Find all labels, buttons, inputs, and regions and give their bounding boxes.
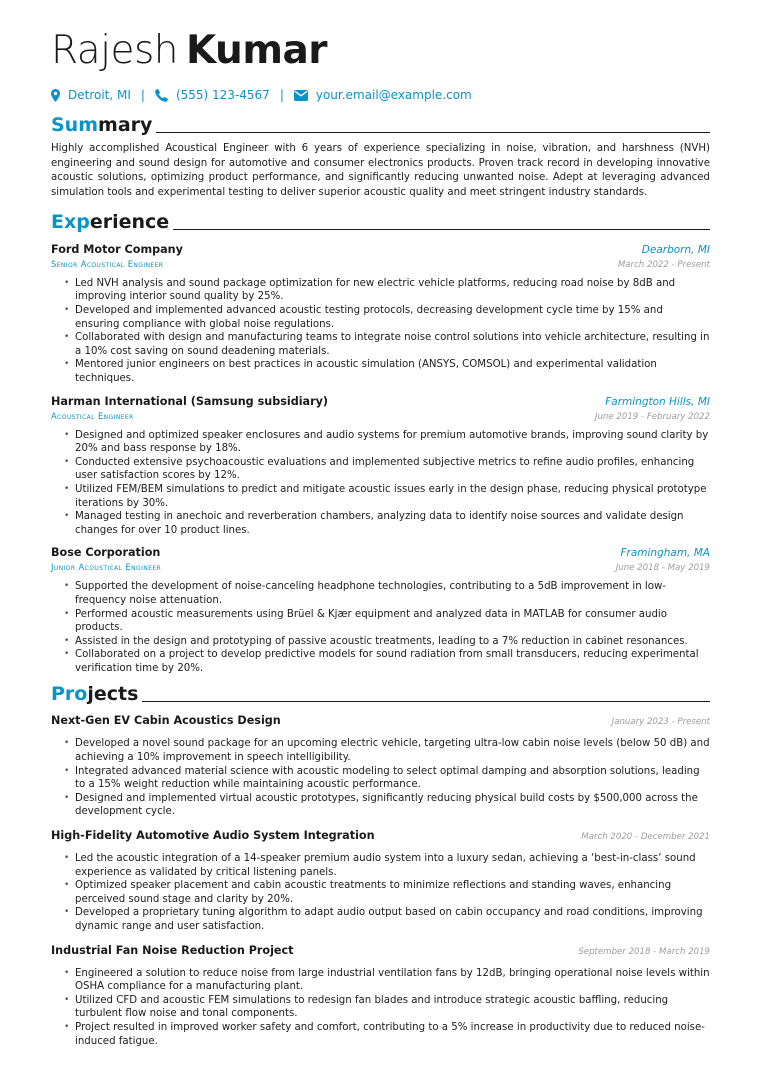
company-name: Ford Motor Company [51,242,183,256]
project-dates: March 2020 - December 2021 [581,832,710,843]
section-rule [173,229,710,230]
bullet-item: • Supported the development of noise-canceling headphone technologies, contributing to a 5dB improvement in low-frequency noise attenuation. [64,580,710,607]
phone-icon [155,89,168,102]
job-location: Farmington Hills, MI [605,395,710,408]
bullet-item: • Conducted extensive psychoacoustic evaluations and implemented subjective metrics to refine audio profiles, enhancing user satisfaction scores by 12%. [64,456,710,483]
section-rule [142,701,710,702]
job-title: Senior Acoustical Engineer [51,258,164,269]
project-entry [51,943,710,1049]
company-name: Bose Corporation [51,546,161,560]
bullet-item: • Led the acoustic integration of a 14-speaker premium audio system into a luxury sedan, achieving a ‘best-in-class’ sound experience as validated by critical listening panels. [64,852,710,879]
email-link: your.email@example.com [315,88,472,102]
contact-bar [51,86,710,104]
bullet-item: • Engineered a solution to reduce noise from large industrial ventilation fans by 12dB, bringing operational noise levels within OSHA compliance for a manufacturing plant. [64,967,710,994]
contact-separator: | [140,88,145,102]
project-name: Next-Gen EV Cabin Acoustics Design [51,714,281,728]
job-bullets [51,429,710,538]
location-text: Detroit, MI [68,88,131,102]
project-entry [51,713,710,819]
bullet-item: • Managed testing in anechoic and reverberation chambers, analyzing data to identify noise sources and validate design changes for over 10 product lines. [64,510,710,537]
bullet-item: • Performed acoustic measurements using Brüel & Kjær equipment and analyzed data in MATLAB for consumer audio products. [64,608,710,635]
project-entry [51,828,710,934]
project-bullets [51,852,710,934]
job-bullets [51,580,710,675]
job-location: Dearborn, MI [641,243,710,256]
job-dates: March 2022 - Present [617,259,710,270]
bullet-item: • Assisted in the design and prototyping of passive acoustic treatments, leading to a 7% reduction in cabinet resonances. [64,635,710,649]
section-rule [156,132,710,133]
bullet-item: • Project resulted in improved worker safety and comfort, contributing to a 5% increase in productivity due to reduced noise-induced fatigue. [64,1021,710,1048]
job-entry [51,545,710,675]
bullet-item: • Collaborated with design and manufacturing teams to integrate noise control solutions into vehicle architecture, resulting in a 10% cost saving on sound deadening materials. [64,331,710,358]
contact-phone[interactable] [155,88,270,102]
map-pin-icon [51,89,60,102]
project-name: High-Fidelity Automotive Audio System Integration [51,829,375,843]
bullet-item: • Utilized CFD and acoustic FEM simulations to redesign fan blades and introduce strategic acoustic baffling, reducing turbulent flow noise and tonal components. [64,994,710,1021]
job-entry [51,394,710,538]
company-name: Harman International (Samsung subsidiary) [51,394,329,408]
experience-title: Experience [51,210,170,233]
summary-text: Highly accomplished Acoustical Engineer with 6 years of experience specializing in noise, vibration, and harshness (NVH) engineering and sound design for automotive and consumer electronics products. Proven track record in developing innovative acoustic solutions, optimizing product performance, and significantly reducing unwanted noise. Adept at leveraging advanced simulation tools and experimental testing to deliver superior acoustic quality and meet stringent industry standards. [51,143,710,199]
job-bullets [51,277,710,386]
project-name: Industrial Fan Noise Reduction Project [51,943,294,957]
project-dates: January 2023 - Present [611,717,710,728]
phone-text: (555) 123-4567 [175,88,270,102]
bullet-item: • Integrated advanced material science with acoustic modeling to select optimal damping and absorption solutions, leading to a 15% weight reduction while maintaining acoustic performance. [64,765,710,792]
project-dates: September 2018 - March 2019 [578,946,710,957]
project-bullets [51,737,710,819]
bullet-item: • Developed a novel sound package for an upcoming electric vehicle, targeting ultra-low cabin noise levels (below 50 dB) and achieving a 10% improvement in speech intelligibility. [64,737,710,764]
bullet-item: • Led NVH analysis and sound package optimization for new electric vehicle platforms, reducing road noise by 8dB and improving interior sound quality by 25%. [64,277,710,304]
first-name: Rajesh [51,28,179,73]
projects-heading [51,683,710,705]
bullet-item: • Optimized speaker placement and cabin acoustic treatments to minimize reflections and standing waves, enhancing perceived sound stage and clarity by 20%. [64,879,710,906]
project-bullets [51,967,710,1049]
summary-title: Summary [51,114,153,136]
job-dates: June 2018 - May 2019 [615,563,710,574]
job-dates: June 2019 - February 2022 [594,411,710,422]
job-entry [51,242,710,386]
envelope-icon [294,90,308,101]
job-title: Acoustical Engineer [51,410,134,421]
bullet-item: • Developed and implemented advanced acoustic testing protocols, decreasing development cycle time by 15% and ensuring compliance with global noise regulations. [64,304,710,331]
job-title: Junior Acoustical Engineer [51,562,162,573]
candidate-name [51,28,710,74]
bullet-item: • Developed a proprietary tuning algorithm to adapt audio output based on cabin occupancy and road conditions, improving dynamic range and user satisfaction. [64,906,710,933]
bullet-item: • Utilized FEM/BEM simulations to predict and mitigate acoustic issues early in the design phase, reducing physical prototype iterations by 30%. [64,483,710,510]
bullet-item: • Designed and implemented virtual acoustic prototypes, significantly reducing physical build costs by $500,000 across the development cycle. [64,792,710,819]
contact-location [51,88,131,102]
bullet-item: • Collaborated on a project to develop predictive models for sound radiation from small transducers, reducing experimental verification time by 20%. [64,648,710,675]
summary-heading [51,114,710,136]
last-name: Kumar [186,28,328,73]
contact-email[interactable] [294,88,472,102]
job-location: Framingham, MA [620,547,710,560]
projects-title: Projects [51,683,139,706]
experience-heading [51,211,710,233]
contact-separator: | [279,88,284,102]
bullet-item: • Designed and optimized speaker enclosures and audio systems for premium automotive brands, improving sound clarity by 20% and bass response by 18%. [64,429,710,456]
bullet-item: • Mentored junior engineers on best practices in acoustic simulation (ANSYS, COMSOL) and experimental validation techniques. [64,358,710,385]
